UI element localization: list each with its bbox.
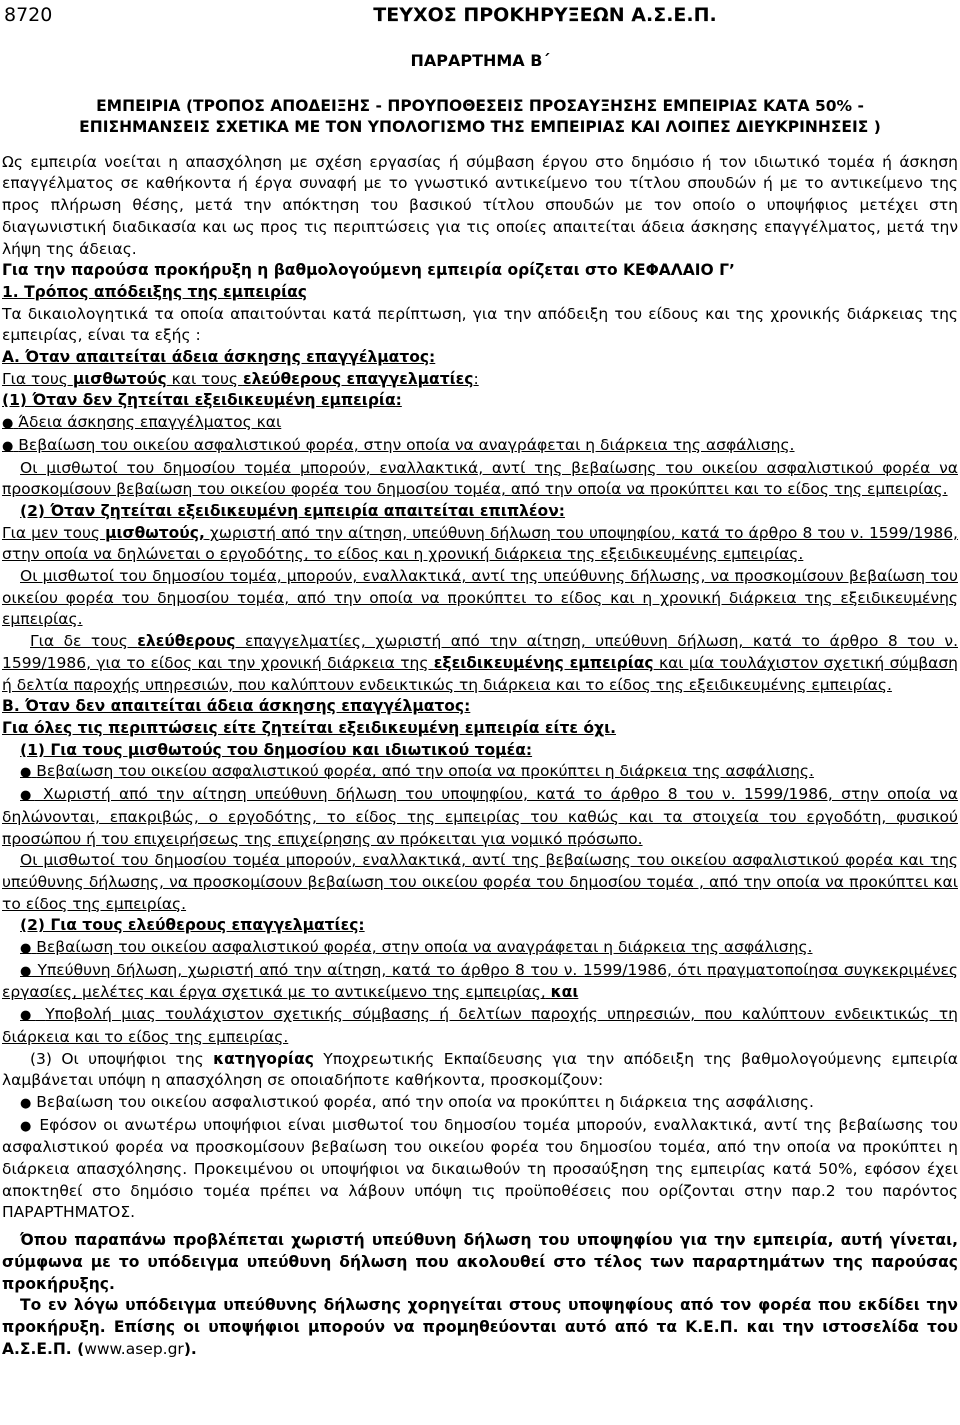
bullet-icon: ● — [20, 963, 32, 979]
bullet-icon: ● — [20, 765, 32, 781]
bullet-icon: ● — [20, 941, 32, 957]
sectionA-case1-bullet-1: ● Άδεια άσκησης επαγγέλματος και — [2, 413, 282, 432]
section-heading — [2, 96, 958, 138]
sectionB-all-cases: Για όλες τις περιπτώσεις είτε ζητείται εξειδικευμένη εμπειρία είτε όχι. — [2, 718, 616, 737]
intro-paragraph: Ως εμπειρία νοείται η απασχόληση με σχέση εργασίας ή σύμβαση έργου στο δημόσιο ή τον ιδιωτικό τομέα ή άσκηση επαγγέλματος σε καθήκοντα ή έργα συναφή με το γνωστικό αντικείμενο του τίτλου σπουδών ή με το αντικείμενο της προς πλήρωση θέσης, μετά την απόκτηση του βασικού τίτλου σπουδών με τον οποίο ο υποψήφιος μετέχει στη διαγωνιστική διαδικασία και ως προς τις περιπτώσεις για τις οποίες απαιτείται άδεια άσκησης επαγγέλματος, μετά την λήψη της άδειας. — [2, 152, 958, 258]
sectionB-case1-bullet-2: ● Χωριστή από την αίτηση υπεύθυνη δήλωση του υποψηφίου, κατά το άρθρο 8 του ν. 1599/1986, στην οποία να δηλώνονται, επακριβώς, ο εργοδότης, το είδος της εμπειρίας του καθώς και τα στοιχεία του εργοδότη, φυσικού προσώπου ή του επιχειρήσεως της επιχείρησης αν πρόκειται για νομικό πρόσωπο. — [2, 785, 959, 848]
sectionB-case3-bullet-1: ● Βεβαίωση του οικείου ασφαλιστικού φορέα, από την οποία να προκύπτει η διάρκεια της ασφάλισης. — [20, 1092, 814, 1111]
sectionA-case2-public: Οι μισθωτοί του δημοσίου τομέα, μπορούν, εναλλακτικά, αντί της υπεύθυνης δήλωσης, να προσκομίσουν βεβαίωση του οικείου φορέα του δημοσίου τομέα, από την οποία να προκύπτει το είδος και η χρονική διάρκεια της εξειδικευμένης εμπειρίας. — [2, 567, 958, 629]
sectionA-title: Α. Όταν απαιτείται άδεια άσκησης επαγγέλματος: — [2, 348, 436, 367]
sectionB-case1-title: (1) Για τους μισθωτούς του δημοσίου και ιδιωτικού τομέα: — [20, 740, 533, 759]
sectionB-case1-public: Οι μισθωτοί του δημοσίου τομέα μπορούν, εναλλακτικά, αντί της βεβαίωσης του οικείου ασφαλιστικού φορέα και της υπεύθυνης δήλωσης, να προσκομίσουν βεβαίωση του οικείου φορέα του δημοσίου τομέα , από την οποία να προκύπτει και το είδος της εμπειρίας. — [2, 851, 958, 913]
sectionA-case2-freelancers: Για δε τους ελεύθερους επαγγελματίες, χωριστή από την αίτηση, υπεύθυνη δήλωση, κατά το άρθρο 8 του ν. 1599/1986, για το είδος και την χρονική διάρκεια της εξειδικευμένης εμπειρίας και μία τουλάχιστον σχετική σύμβαση ή δελτία παροχής υπηρεσιών, που καλύπτουν ενδεικτικώς τη διάρκεια και το είδος της εξειδικευμένης εμπειρίας. — [2, 632, 958, 694]
heading-line-1: ΕΜΠΕΙΡΙΑ (ΤΡΟΠΟΣ ΑΠΟΔΕΙΞΗΣ - ΠΡΟΥΠΟΘΕΣΕΙΣ ΠΡΟΣΑΥΞΗΣΗΣ ΕΜΠΕΙΡΙΑΣ ΚΑΤΑ 50% - — [96, 96, 864, 115]
heading-line-2: ΕΠΙΣΗΜΑΝΣΕΙΣ ΣΧΕΤΙΚΑ ΜΕ ΤΟΝ ΥΠΟΛΟΓΙΣΜΟ ΤΗΣ ΕΜΠΕΙΡΙΑΣ ΚΑΙ ΛΟΙΠΕΣ ΔΙΕΥΚΡΙΝΗΣΕΙΣ ) — [79, 117, 881, 136]
sectionA-case2-title: (2) Όταν ζητείται εξειδικευμένη εμπειρία απαιτείται επιπλέον: — [20, 501, 565, 520]
bullet-icon: ● — [2, 416, 14, 432]
asep-link[interactable]: www.asep.gr — [84, 1339, 184, 1358]
note-template: Το εν λόγω υπόδειγμα υπεύθυνης δήλωσης χορηγείται στους υποψηφίους από τον φορέα που εκδίδει την προκήρυξη. Επίσης οι υποψήφιοι μπορούν να προμηθεύονται αυτό από τα Κ.Ε.Π. και την ιστοσελίδα του Α.Σ.Ε.Π. (www.asep.gr). — [2, 1296, 958, 1358]
sectionB-case1-bullet-1: ● Βεβαίωση του οικείου ασφαλιστικού φορέα, από την οποία να προκύπτει η διάρκεια της ασφάλισης. — [20, 762, 814, 781]
bullet-icon: ● — [20, 788, 35, 804]
sectionB-case2-title: (2) Για τους ελεύθερους επαγγελματίες: — [20, 916, 365, 935]
sectionA-case1-title: (1) Όταν δεν ζητείται εξειδικευμένη εμπειρία: — [2, 391, 402, 410]
sectionA-case1-public: Οι μισθωτοί του δημοσίου τομέα μπορούν, εναλλακτικά, αντί της βεβαίωσης του οικείου ασφαλιστικού φορέα να προσκομίσουν βεβαίωση του οικείου φορέα του δημοσίου τομέα, από την οποία να προκύπτει και το είδος της εμπειρίας. — [2, 458, 958, 499]
sectionB-case3: (3) Οι υποψήφιοι της κατηγορίας Υποχρεωτικής Εκπαίδευσης για την απόδειξη της βαθμολογούμενης εμπειρία λαμβάνεται υπόψη η απασχόληση σε οποιαδήποτε καθήκοντα, προσκομίζουν: — [2, 1049, 958, 1090]
sectionB-case3-bullet-2: ● Εφόσον οι ανωτέρω υποψήφιοι είναι μισθωτοί του δημοσίου τομέα μπορούν, εναλλακτικά, αντί της βεβαίωσης του ασφαλιστικού φορέα να προσκομίσουν βεβαίωση του οικείου φορέα του δημοσίου τομέα, από την οποία να προκύπτει η διάρκεια απασχόλησης. Προκειμένου οι υποψήφιοι να δικαιωθούν τη προσαύξηση της εμπειρίας κατά 50%, εφόσον έχει αποκτηθεί στο δημόσιο τομέα πρέπει να λάβουν υπόψη τις προϋποθέσεις που ορίζονται στην παρ.2 του παρόντος ΠΑΡΑΡΤΗΜΑΤΟΣ. — [2, 1115, 958, 1222]
sectionB-case2-bullet-2: ● Υπεύθυνη δήλωση, χωριστή από την αίτηση, κατά το άρθρο 8 του ν. 1599/1986, ότι πραγματοποίησα συγκεκριμένες εργασίες, μελέτες και έργα σχετικά με το αντικείμενο της εμπειρίας, και — [2, 960, 958, 1002]
sectionA-case2-employees: Για μεν τους μισθωτούς, χωριστή από την αίτηση, υπεύθυνη δήλωση του υποψηφίου, κατά το άρθρο 8 του ν. 1599/1986, στην οποία να δηλώνεται ο εργοδότης, το είδος και η χρονική διάρκεια της εξειδικευμένης εμπειρίας. — [2, 523, 958, 564]
page-header — [2, 2, 958, 30]
bullet-icon: ● — [20, 1118, 33, 1134]
scoring-note: Για την παρούσα προκήρυξη η βαθμολογούμενη εμπειρία ορίζεται στο ΚΕΦΑΛΑΙΟ Γ’ — [2, 261, 735, 280]
page-number: 8720 — [4, 4, 53, 26]
issue-title: ΤΕΥΧΟΣ ΠΡΟΚΗΡΥΞΕΩΝ Α.Σ.Ε.Π. — [373, 4, 717, 26]
note-declaration: Όπου παραπάνω προβλέπεται χωριστή υπεύθυνη δήλωση του υποψηφίου για την εμπειρία, αυτή γίνεται, σύμφωνα με το υπόδειγμα υπεύθυνη δήλωση που ακολουθεί στο τέλος των παραρτημάτων της παρούσας προκήρυξης. — [2, 1231, 958, 1293]
sectionA-for-whom: Για τους μισθωτούς και τους ελεύθερους επαγγελματίες: — [2, 369, 479, 388]
sectionB-case2-bullet-3: ● Υποβολή μιας τουλάχιστον σχετικής σύμβασης ή δελτίων παροχής υπηρεσιών, που καλύπτουν ενδεικτικώς τη διάρκεια και το είδος της εμπειρίας. — [2, 1005, 958, 1046]
bullet-icon: ● — [20, 1095, 32, 1111]
bullet-icon: ● — [2, 438, 14, 454]
section1-title: 1. Τρόπος απόδειξης της εμπειρίας — [2, 282, 307, 301]
sectionA-case1-bullet-2: ● Βεβαίωση του οικείου ασφαλιστικού φορέα, στην οποία να αναγράφεται η διάρκεια της ασφάλισης. — [2, 435, 795, 454]
annex-title: ΠΑΡΑΡΤΗΜΑ Β΄ — [410, 51, 550, 70]
bullet-icon: ● — [20, 1008, 36, 1024]
sectionB-case2-bullet-1: ● Βεβαίωση του οικείου ασφαλιστικού φορέα, στην οποία να αναγράφεται η διάρκεια της ασφάλισης. — [20, 938, 813, 957]
section1-text: Τα δικαιολογητικά τα οποία απαιτούνται κατά περίπτωση, για την απόδειξη του είδους και της χρονικής διάρκειας της εμπειρίας, είναι τα εξής : — [2, 304, 958, 345]
sectionB-title: Β. Όταν δεν απαιτείται άδεια άσκησης επαγγέλματος: — [2, 697, 471, 716]
